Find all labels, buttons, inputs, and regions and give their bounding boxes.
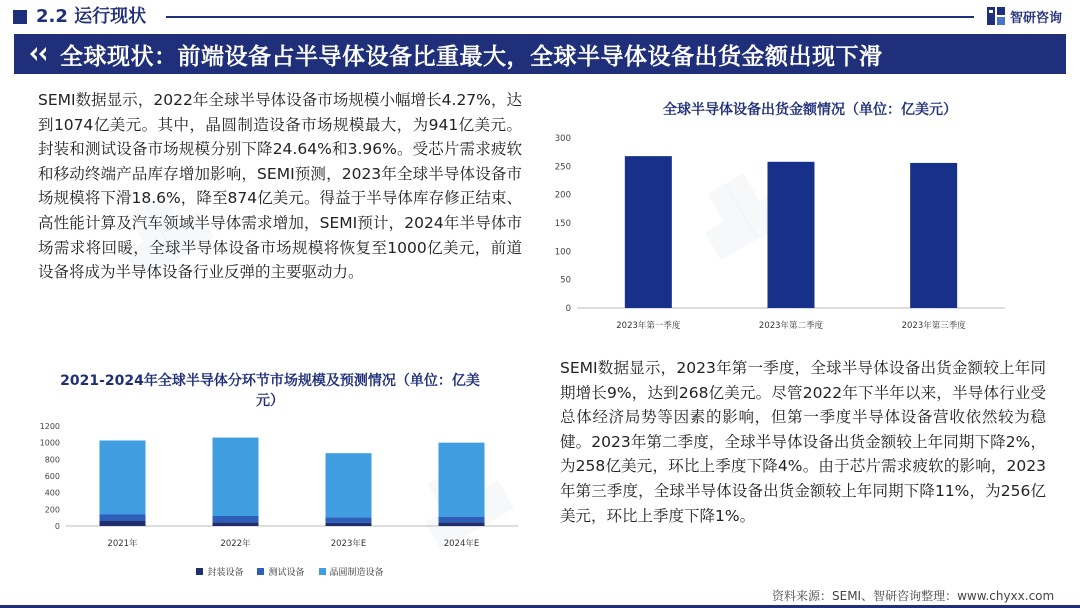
legend-swatch-testing — [257, 568, 264, 575]
y-tick-label: 200 — [44, 505, 60, 515]
legend-item-packaging — [196, 565, 243, 578]
y-tick-label: 0 — [54, 522, 60, 531]
section-marker — [13, 10, 27, 24]
legend-label-packaging: 封装设备 — [207, 568, 244, 578]
legend-swatch-packaging — [196, 568, 203, 575]
shipment-chart-title: 全球半导体设备出货金额情况（单位：亿美元） — [663, 102, 957, 118]
legend-label-testing: 测试设备 — [268, 568, 305, 578]
y-tick-label: 1000 — [39, 438, 60, 448]
header-rule — [166, 16, 974, 18]
bar-segment — [326, 523, 372, 526]
legend-item-wafer — [319, 565, 384, 578]
x-tick-label: 2023年第一季度 — [616, 321, 681, 331]
banner-title: 全球现状：前端设备占半导体设备比重最大，全球半导体设备出货金额出现下滑 — [60, 43, 883, 70]
x-tick-label: 2023年第三季度 — [901, 321, 966, 331]
bar-segment — [213, 516, 259, 522]
bar — [768, 162, 815, 308]
section-title: 2.2 运行现状 — [36, 6, 147, 27]
bar-segment — [439, 443, 485, 517]
y-tick-label: 200 — [554, 190, 571, 201]
y-tick-label: 0 — [565, 304, 571, 314]
segment-stacked-bar-chart — [28, 418, 523, 583]
x-tick-label: 2021年 — [107, 539, 138, 549]
bar-segment — [213, 522, 259, 526]
bar — [910, 163, 957, 308]
double-chevron-icon — [28, 46, 50, 62]
logo-mark-icon — [986, 6, 1006, 26]
legend-swatch-wafer — [319, 568, 326, 575]
y-tick-label: 400 — [44, 488, 60, 498]
y-tick-label: 600 — [44, 472, 60, 481]
legend-item-testing — [257, 565, 304, 578]
bar-segment — [326, 517, 372, 522]
shipment-bar-chart — [545, 128, 1015, 338]
y-tick-label: 250 — [554, 162, 571, 173]
bar-segment — [100, 441, 146, 515]
top-bar — [0, 0, 1080, 34]
source-note: 资料来源：SEMI、智研咨询整理：www.chyxx.com — [772, 589, 1055, 603]
y-tick-label: 100 — [554, 247, 571, 258]
bar-segment — [100, 521, 146, 526]
bar-segment — [100, 515, 146, 522]
segment-chart-title: 2021-2024年全球半导体分环节市场规模及预测情况（单位：亿美元） — [60, 373, 480, 409]
title-banner — [14, 34, 1066, 74]
y-tick-label: 50 — [560, 275, 571, 286]
bar-segment — [439, 522, 485, 526]
legend-label-wafer: 晶圆制造设备 — [329, 568, 384, 578]
x-tick-label: 2023年E — [330, 539, 367, 549]
right-paragraph: SEMI数据显示，2023年第一季度，全球半导体设备出货金额较上年同期增长9%，达到268亿美元。尽管2022年下半年以来，半导体行业受总体经济局势等因素的影响，但第一季度半导体设备营收依然较为稳健。2023年第二季度，全球半导体设备出货金额较上年同期下降2%，为258亿美元，环比上季度下降4%。由于芯片需求疲软的影响，2023年第三季度，全球半导体设备出货金额较上年同期下降11%，为256亿美元，环比上季度下降1%。 — [560, 359, 1046, 525]
x-tick-label: 2024年E — [443, 539, 480, 549]
bar-segment — [213, 438, 259, 516]
bar-segment — [326, 453, 372, 517]
y-tick-label: 150 — [554, 219, 571, 229]
segment-chart-legend — [140, 565, 440, 578]
x-tick-label: 2022年 — [220, 539, 251, 549]
logo-text: 智研咨询 — [1010, 10, 1063, 26]
logo — [986, 6, 1062, 26]
left-paragraph: SEMI数据显示，2022年全球半导体设备市场规模小幅增长4.27%，达到1074亿美元。其中，晶圆制造设备市场规模最大，为941亿美元。封装和测试设备市场规模分别下降24.64%和3.96%。受芯片需求疲软和移动终端产品库存增加影响，SEMI预测，2023年全球半导体设备市场规模将下滑18.6%，降至874亿美元。得益于半导体库存修正结束、高性能计算及汽车领域半导体需求增加，SEMI预计，2024年半导体市场需求将回暖，全球半导体设备市场规模将恢复至1000亿美元，前道设备将成为半导体设备行业反弹的主要驱动力。 — [38, 91, 522, 282]
y-tick-label: 800 — [44, 455, 60, 465]
y-tick-label: 1200 — [39, 422, 60, 431]
bar — [625, 156, 672, 308]
x-tick-label: 2023年第二季度 — [758, 321, 824, 331]
bar-segment — [439, 517, 485, 523]
y-tick-label: 300 — [554, 134, 571, 144]
